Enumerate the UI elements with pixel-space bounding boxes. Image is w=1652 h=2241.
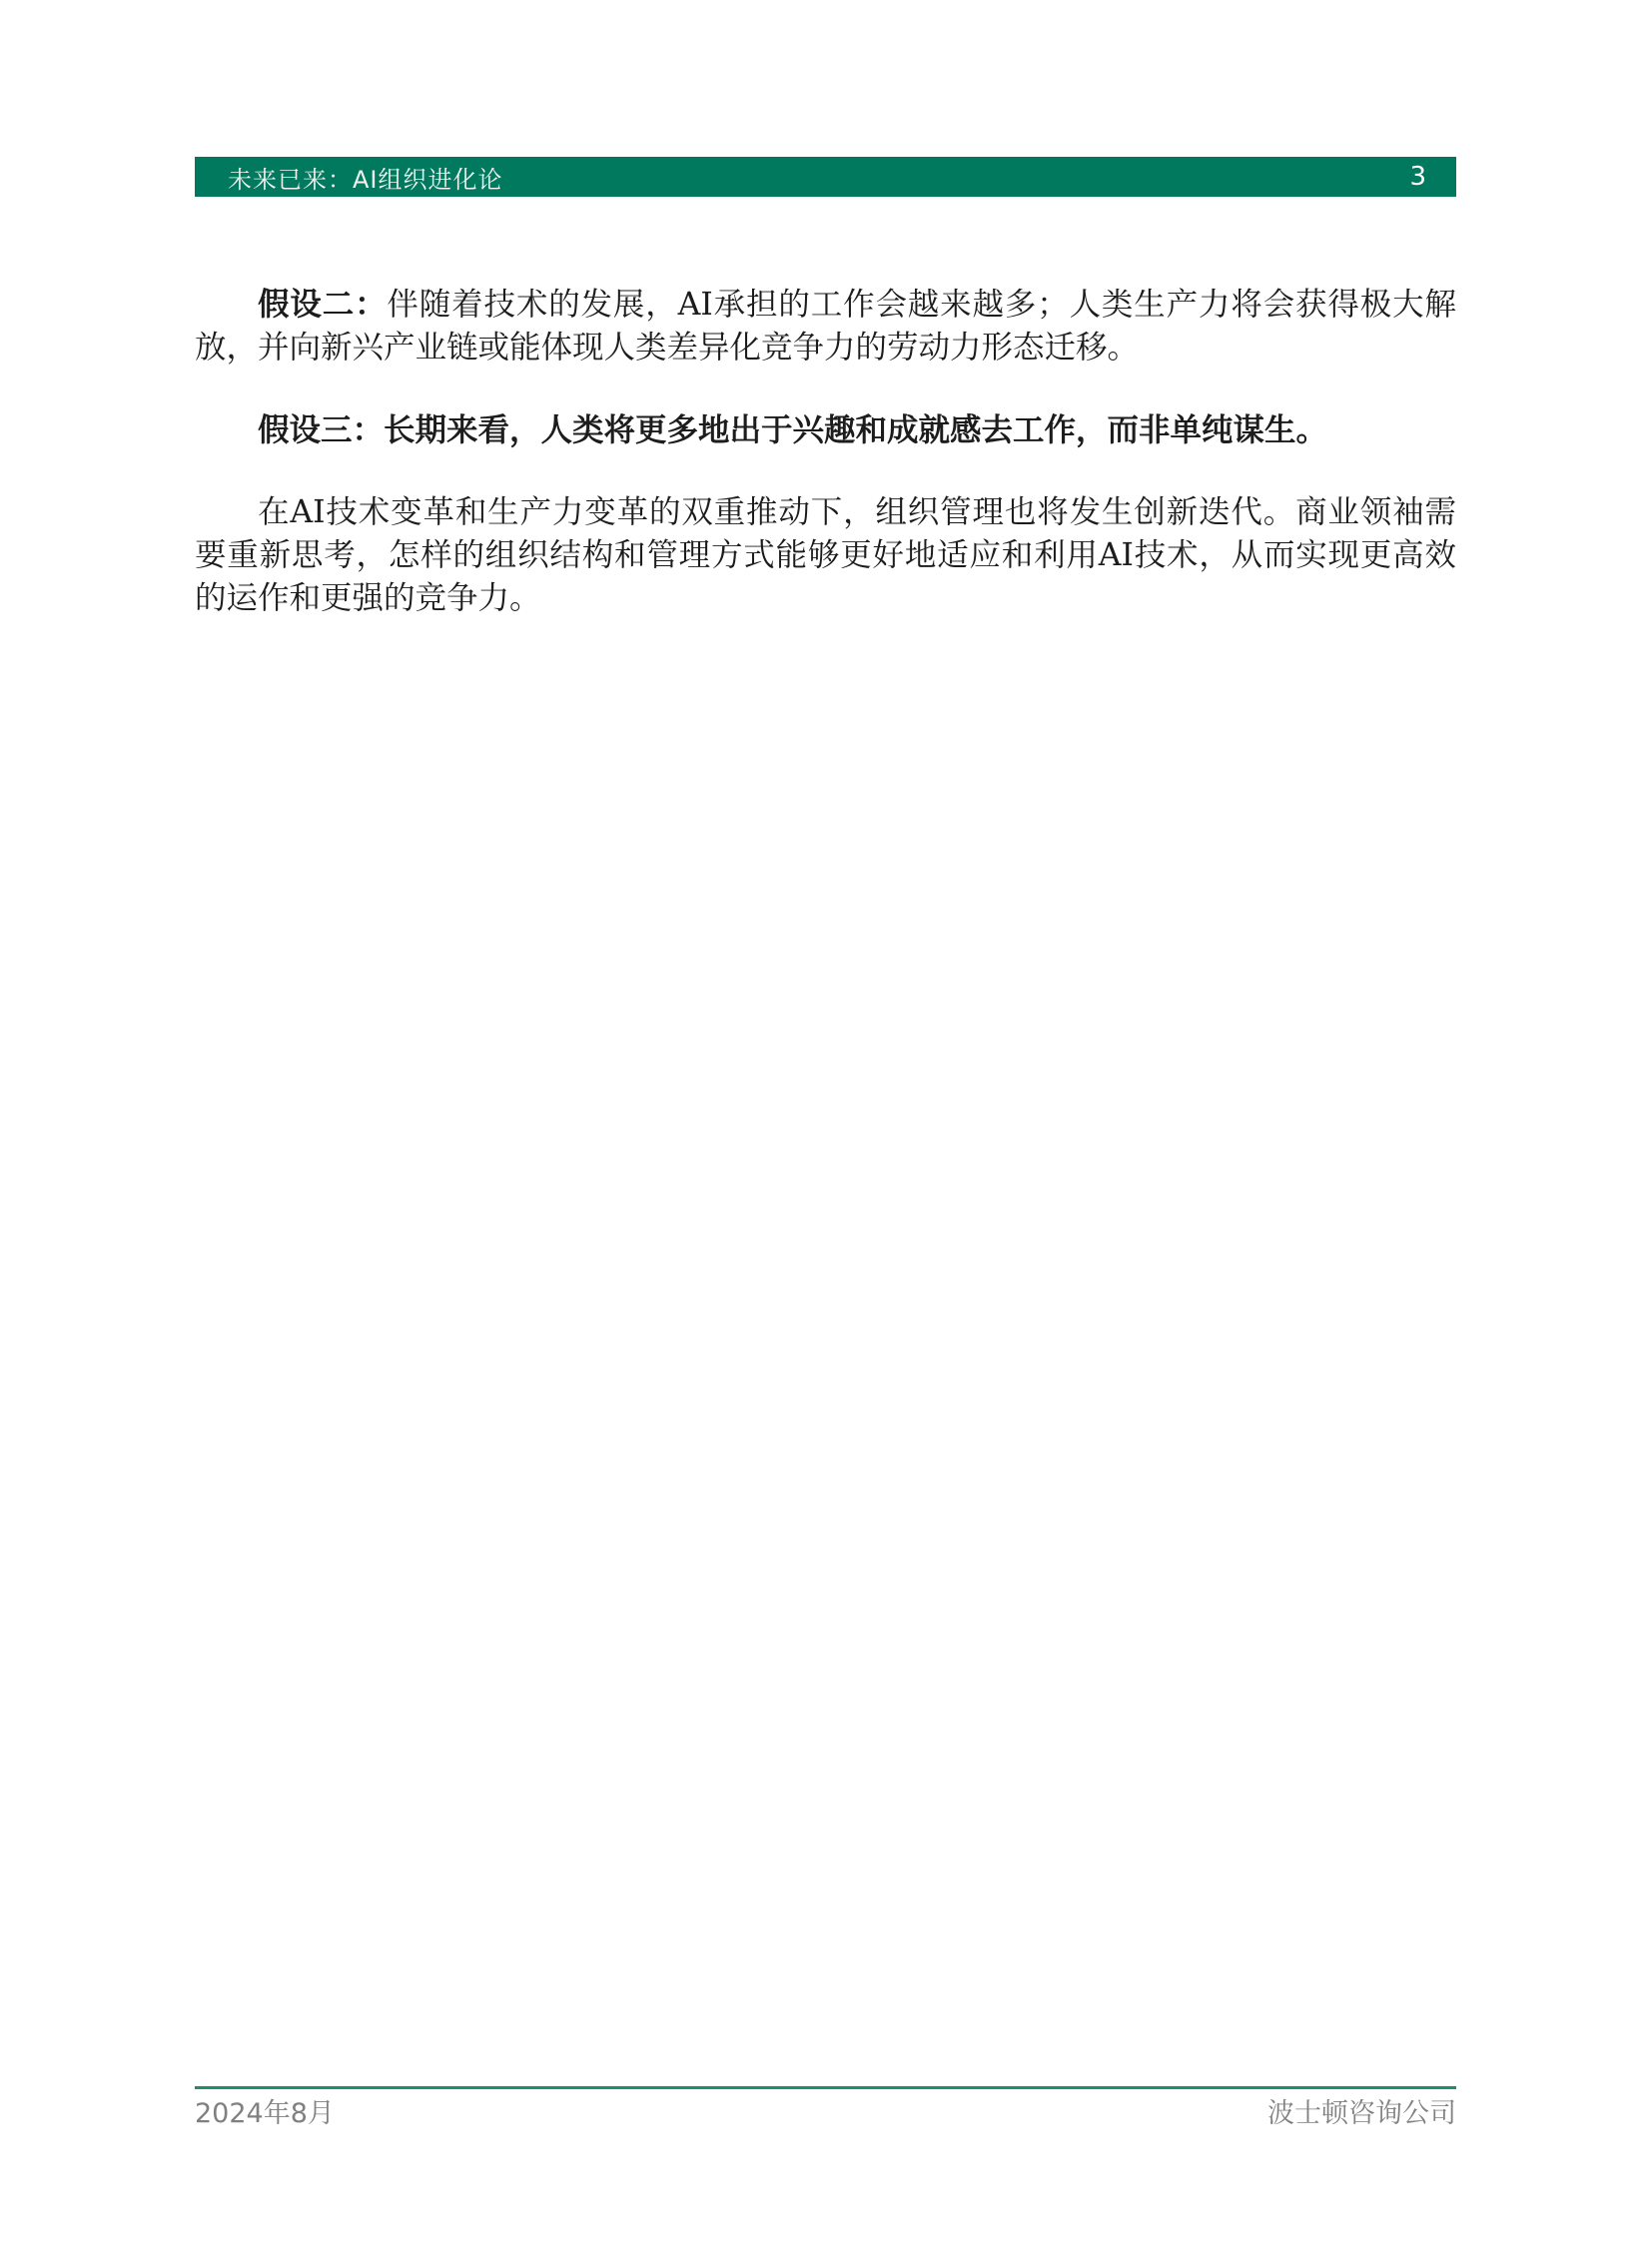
- page-header-band: [195, 157, 1456, 197]
- paragraph-body-text: 长期来看，人类将更多地出于兴趣和成就感去工作，而非单纯谋生。: [384, 411, 1328, 448]
- paragraph-hypothesis-2: [195, 283, 1456, 370]
- paragraph-hypothesis-3: [195, 408, 1456, 451]
- footer-divider-rule: [195, 2086, 1456, 2089]
- body-text-block: [195, 283, 1456, 620]
- paragraph-lead-label: 假设三：: [258, 411, 385, 448]
- paragraph-lead-label: 假设二：: [258, 286, 388, 323]
- report-title: 未来已来：AI组织进化论: [228, 165, 503, 194]
- paragraph-conclusion: [195, 490, 1456, 620]
- page-number: 3: [1409, 162, 1426, 192]
- footer-date: 2024年8月: [195, 2098, 335, 2129]
- paragraph-body-text: 伴随着技术的发展，AI承担的工作会越来越多；人类生产力将会获得极大解放，并向新兴产业链或能体现人类差异化竞争力的劳动力形态迁移。: [195, 287, 1456, 366]
- footer-company-name: 波士顿咨询公司: [1267, 2098, 1456, 2129]
- paragraph-body-text: 在AI技术变革和生产力变革的双重推动下，组织管理也将发生创新迭代。商业领袖需要重新思考，怎样的组织结构和管理方式能够更好地适应和利用AI技术，从而实现更高效的运作和更强的竞争力。: [195, 494, 1456, 616]
- page-footer: [195, 2097, 1456, 2131]
